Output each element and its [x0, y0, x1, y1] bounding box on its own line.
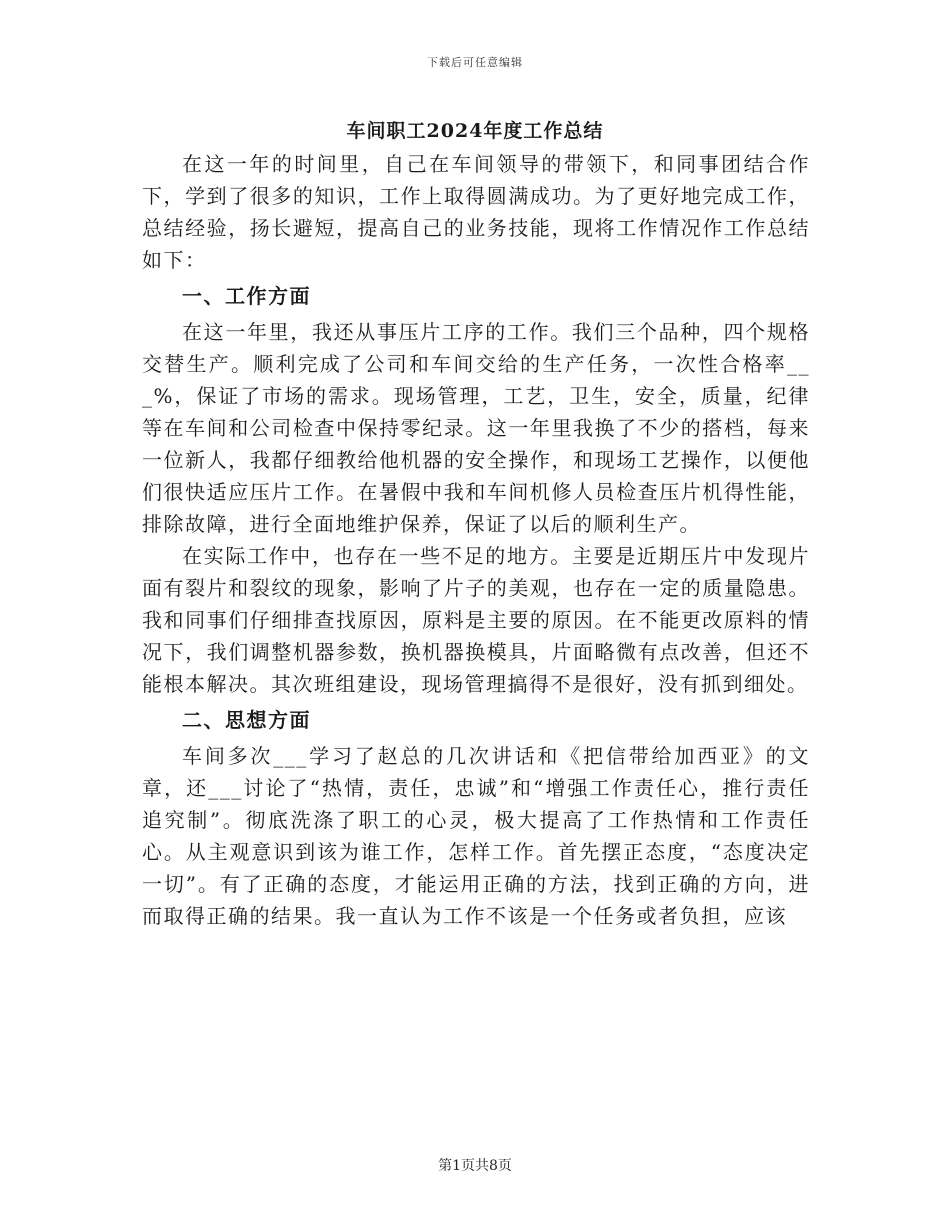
work-paragraph-2: 在实际工作中，也存在一些不足的地方。主要是近期压片中发现片面有裂片和裂纹的现象，影响了片子的美观，也存在一定的质量隐患。我和同事们仔细排查找原因，原料是主要的原因。在不能更改原料的情况下，我们调整机器参数，换机器换模具，片面略微有点改善，但还不能根本解决。其次班组建设，现场管理搞得不是很好，没有抓到细处。	[142, 544, 810, 696]
header-note: 下载后可任意编辑	[427, 56, 523, 69]
document-body	[142, 148, 810, 932]
intro-paragraph: 在这一年的时间里，自己在车间领导的带领下，和同事团结合作下，学到了很多的知识，工作上取得圆满成功。为了更好地完成工作，总结经验，扬长避短，提高自己的业务技能，现将工作情况作工作总结如下：	[142, 152, 810, 272]
thought-paragraph: 车间多次___学习了赵总的几次讲话和《把信带给加西亚》的文章，还___讨论了“热情，责任，忠诚”和“增强工作责任心，推行责任追究制”。彻底洗涤了职工的心灵，极大提高了工作热情和工作责任心。从主观意识到该为谁工作，怎样工作。首先摆正态度，“态度决定一切”。有了正确的态度，才能运用正确的方法，找到正确的方向，进而取得正确的结果。我一直认为工作不该是一个任务或者负担，应该	[142, 744, 810, 928]
section-heading-work: 一、工作方面	[182, 284, 311, 308]
document-title: 车间职工2024年度工作总结	[346, 120, 604, 142]
page-footer: 第1页共8页	[438, 1158, 512, 1174]
work-paragraph-1: 在这一年里，我还从事压片工序的工作。我们三个品种，四个规格交替生产。顺利完成了公司和车间交给的生产任务，一次性合格率___%，保证了市场的需求。现场管理，工艺，卫生，安全，质量，纪律等在车间和公司检查中保持零纪录。这一年里我换了不少的搭档，每来一位新人，我都仔细教给他机器的安全操作，和现场工艺操作，以便他们很快适应压片工作。在暑假中我和车间机修人员检查压片机得性能，排除故障，进行全面地维护保养，保证了以后的顺利生产。	[142, 320, 810, 536]
section-heading-thought: 二、思想方面	[182, 708, 311, 732]
